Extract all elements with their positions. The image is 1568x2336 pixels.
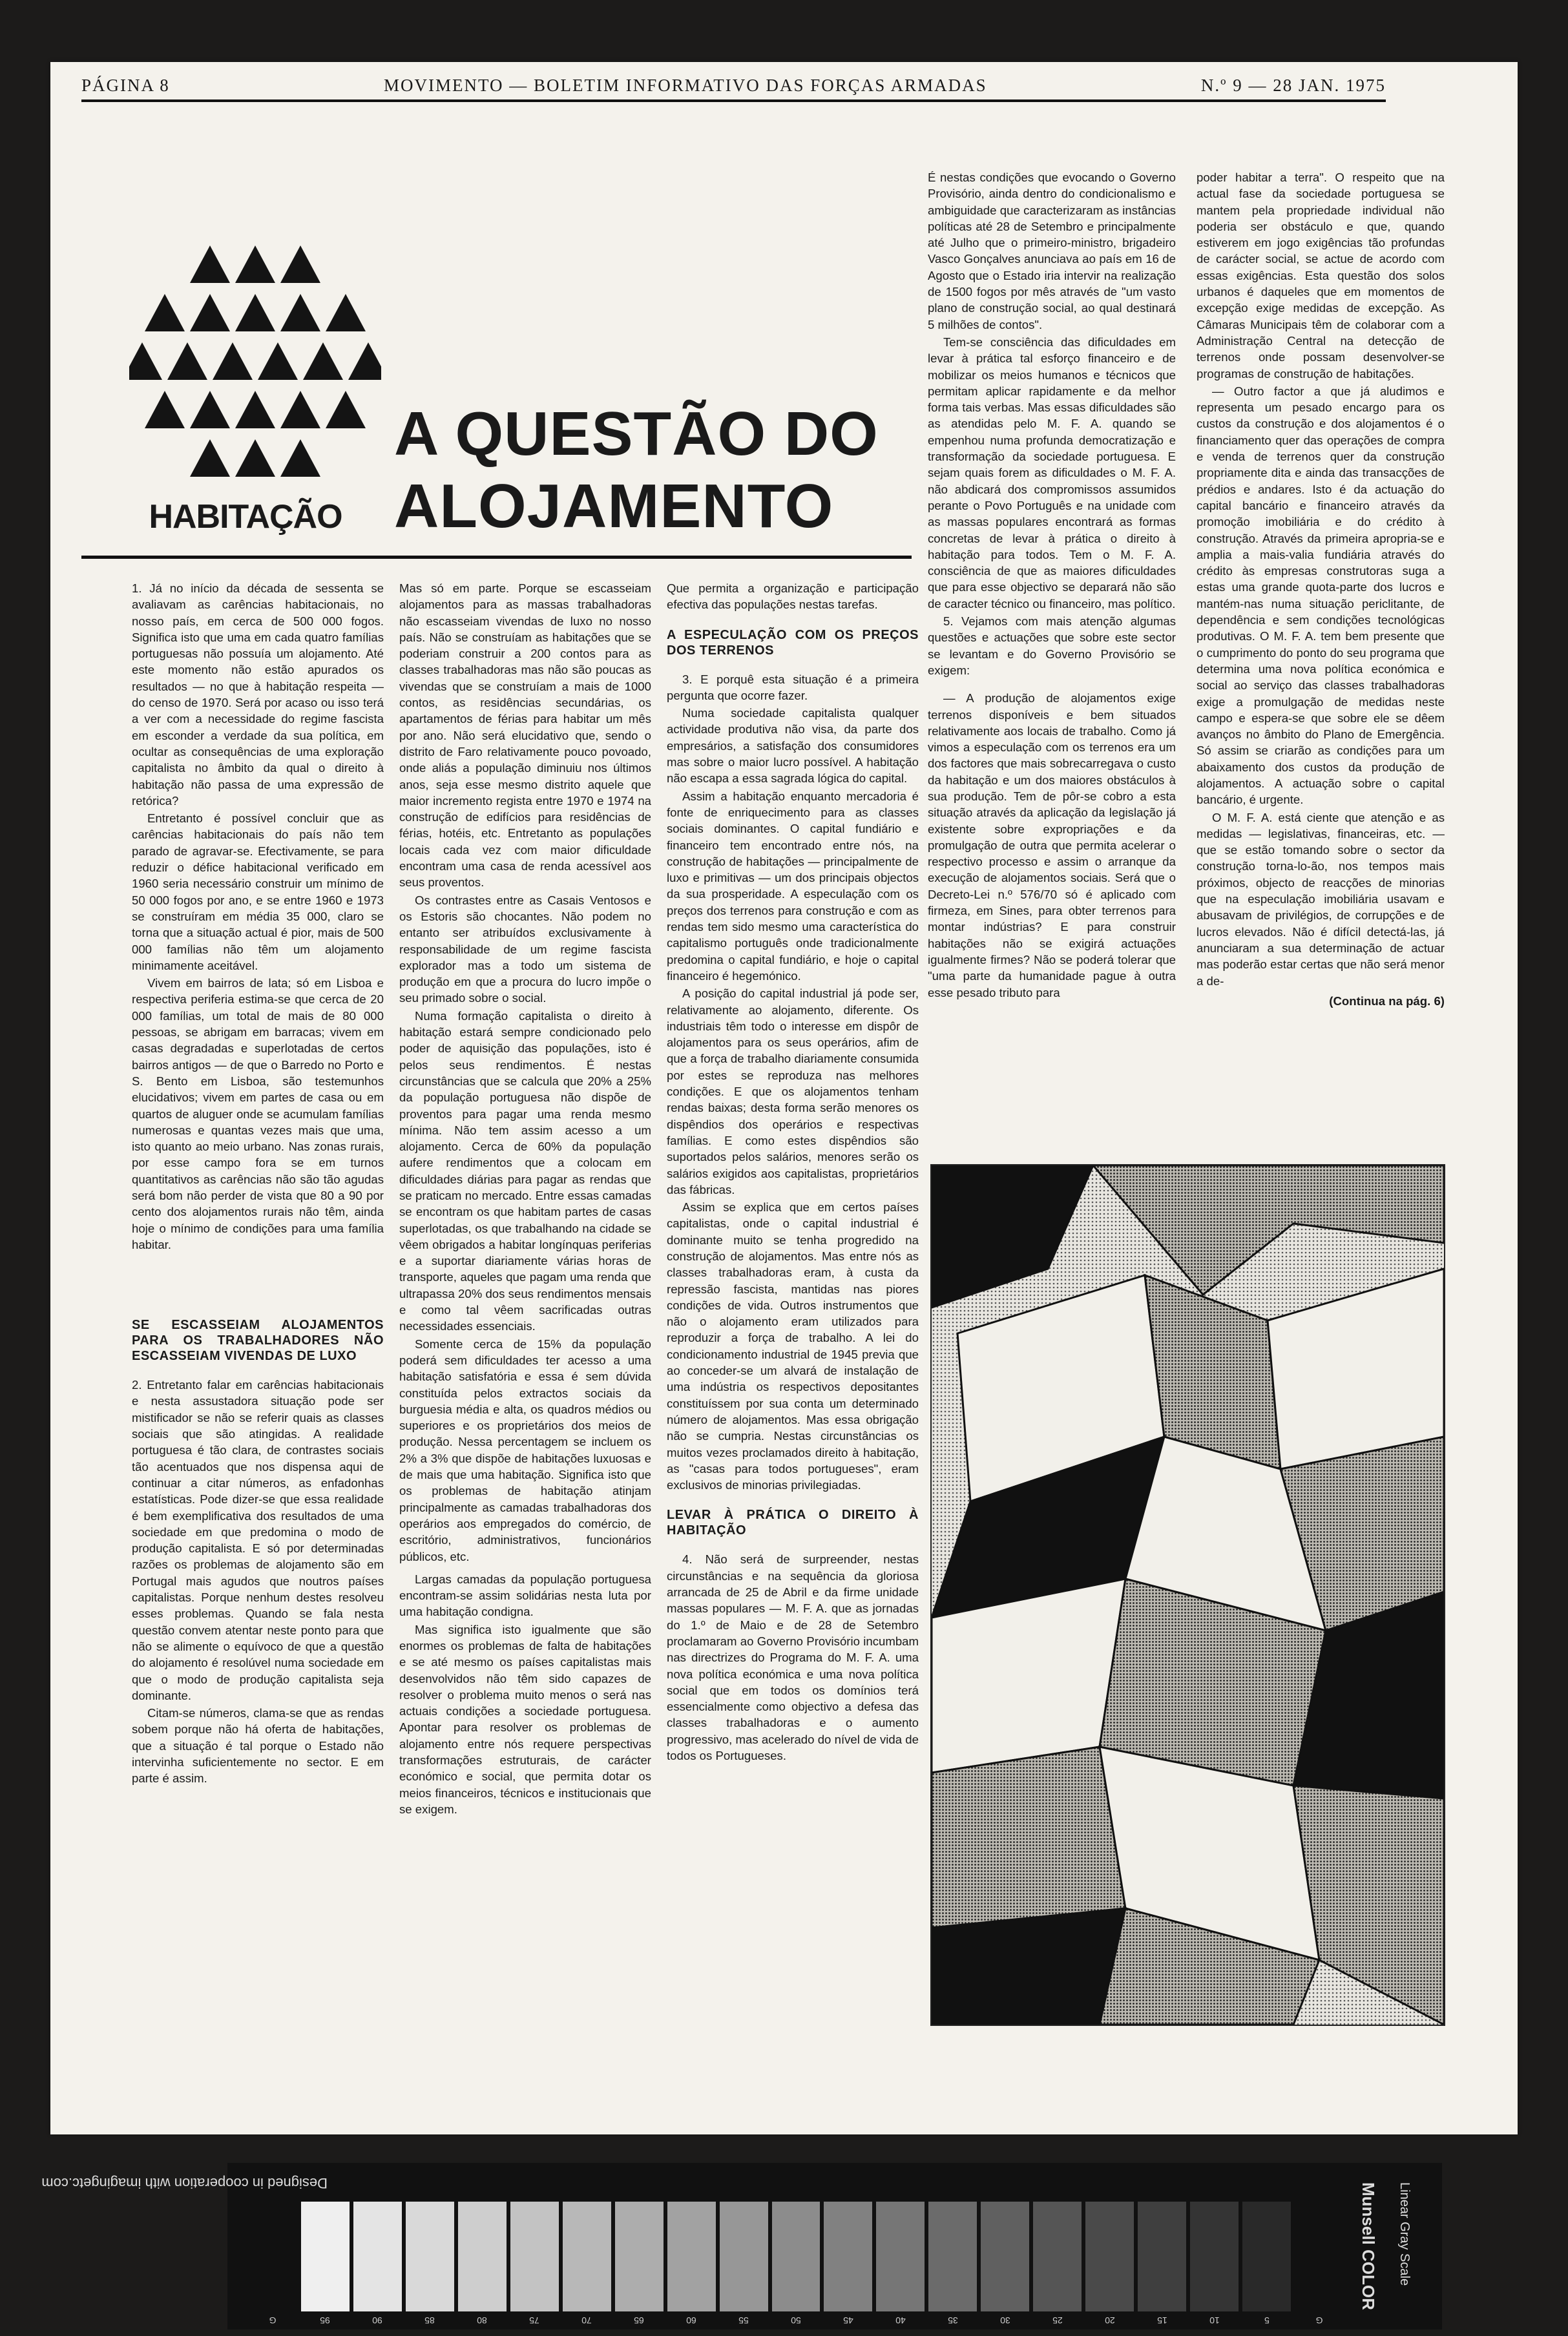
paragraph: 4. Não será de surpreender, nestas circunstâncias e na sequência da gloriosa arrancada de 25 de Abril e da firme unidade massas populares — M. F. A. que as jornadas do 1.º de Maio e de 28 de Setembro proclamaram ao Governo Provisório incumbam nas directrizes do Programa do M. F. A. uma nova política económica e uma nova política social que em todos os domínios terá essencialmente como objectivo a defesa das classes trabalhadoras e o aumento progressivo, mas acelerado do nível de vida de todos os Portugueses. [667,1552,919,1762]
column-4 [928,169,1176,1158]
gray-patch [1190,2202,1239,2326]
gray-patch [981,2202,1029,2326]
gray-patch-label: 20 [1104,2315,1115,2326]
gray-patch [301,2202,350,2326]
gray-scale-patches [247,2202,1345,2326]
gray-patch-label: G [1315,2315,1322,2326]
paragraph: Numa sociedade capitalista qualquer actividade produtiva não visa, da parte dos empresários, a satisfação dos consumidores mas sobre o maior lucro possível. A habitação não escapa a essa sagrada lógica do capital. [667,706,919,786]
gray-patch-label: 45 [843,2315,853,2326]
page-number: PÁGINA 8 [81,76,170,95]
issue-date: N.º 9 — 28 JAN. 1975 [1200,76,1386,95]
headline: A QUESTÃO DO ALOJAMENTO [394,399,879,541]
gray-patch [1033,2202,1082,2326]
gray-patch-label: 50 [791,2315,801,2326]
checker-brand: Munsell COLOR [1359,2182,1378,2310]
gray-patch-label: 85 [424,2315,435,2326]
continuation-note: (Continua na pág. 6) [1329,994,1445,1008]
section-kicker: HABITAÇÃO [149,498,342,536]
paragraph: Que permita a organização e participação efectiva das populações nestas tarefas. [667,581,919,612]
logo-triangle [280,439,320,477]
checker-brand-panel [1352,2176,1429,2318]
subheading: A ESPECULAÇÃO COM OS PREÇOS DOS TERRENOS [667,627,919,658]
gray-patch [406,2202,454,2326]
gray-patch [772,2202,821,2326]
subheading: LEVAR À PRÁTICA O DIREITO À HABITAÇÃO [667,1508,919,1538]
gray-patch-label: 70 [581,2315,592,2326]
logo-triangle [280,245,320,283]
gray-patch [615,2202,664,2326]
gray-patch [1242,2202,1291,2326]
gray-patch [824,2202,872,2326]
logo-triangle [190,294,230,331]
paragraph: 1. Já no início da década de sessenta se avaliavam as carências habitacionais, no nosso país, em cerca de 500 000 fogos. Significa isto que uma em cada quatro famílias portuguesas não possuía um alojamento. Até este momento não estão apurados os resultados — no que à habitação respeita — do censo de 1970. Será por acaso ou isso terá a ver com a necessidade do regime fascista em esconder a verdade da sua política, em ocultar as consequências de uma exploração capitalista no âmbito da qual o direito à habitação não passa de uma expressão de retórica? [132,581,384,808]
checker-credit: Designed in cooperation with imagingetc.com [41,2175,328,2191]
maze-walls-illustration [930,1164,1445,2026]
paragraph: Tem-se consciência das dificuldades em levar à prática tal esforço financeiro e de mobilizar os meios humanos e técnicos que permitam aplicar rapidamente e da melhor forma tais verbas. Mas essas dificuldades são as atendidas pelo M. F. A. quando se empenhou numa profunda democratização e transformação da sociedade portuguesa. E sejam quais forem as dificuldades o M. F. A. não abdicará dos compromissos assumidos perante o Povo Português e na unidade com as massas populares encontrará as formas concretas de levar à prática o direito à habitação para todos. Tem o M. F. A. consciência de que as maiores dificuldades que para esse objectivo se deparará não são de caracter técnico ou financeiro, mas político. [928,335,1176,610]
gray-patch-label: 60 [686,2315,696,2326]
gray-patch [667,2202,716,2326]
logo-triangle [235,294,275,331]
logo-triangle [235,439,275,477]
gray-patch-label: 25 [1052,2315,1063,2326]
paragraph: 3. E porquê esta situação é a primeira pergunta que ocorre fazer. [667,672,919,702]
logo-triangle [129,342,162,380]
logo-triangle [280,294,320,331]
paragraph: poder habitar a terra". O respeito que na actual fase da sociedade portuguesa se mantem pela propriedade individual não poderia ser obstáculo e que, quando estiverem em jogo exigências tão profundas de carácter social, se actue de acordo com essas exigências. Esta questão dos solos urbanos é daqueles que em momentos de excepção exige medidas de excepção. As Câmaras Municipais têm de colaborar com a Administração Central na detecção de terrenos onde possam desenvolver-se programas de construção de habitações. [1197,171,1445,381]
paragraph: O M. F. A. está ciente que atenção e as medidas — legislativas, financeiras, etc. — que se estão tomando sobre o sector da construção torna-lo-ão, nos tempos mais próximos, objecto de reacções de minorias que na especulação imobiliária usavam e abusavam de privilégios, de corrupções e de lucros elevados. Não é difícil detectá-las, já anunciaram a sua determinação de actuar mas poderão estar certas que não será menor a de- [1197,810,1445,988]
logo-triangle [303,342,343,380]
publication-title: MOVIMENTO — BOLETIM INFORMATIVO DAS FORÇAS ARMADAS [384,76,987,95]
paragraph: 5. Vejamos com mais atenção algumas questões e actuações que sobre este sector se levantam e do Governo Provisório se exigem: [928,614,1176,677]
gray-patch [720,2202,768,2326]
logo-triangle [190,439,230,477]
paragraph: Somente cerca de 15% da população poderá sem dificuldades ter acesso a uma habitação satisfatória e essa é sem dúvida constituída pelos extractos sociais da burguesia média e alta, os quadros médios ou superiores e os proprietários dos meios de produção. Nessa percentagem se incluem os 2% a 3% que dispõe de habitações luxuosas e de mais que uma habitação. Significa isto que os problemas de habitação atinjam principalmente as camadas trabalhadoras dos operários aos empregados do comércio, de escritório, administrativos, funcionários públicos, etc. [399,1337,651,1563]
paragraph: É nestas condições que evocando o Governo Provisório, ainda dentro do condicionalismo e ambiguidade que caracterizaram as instâncias políticas até 28 de Setembro e principalmente até Julho que o primeiro-ministro, brigadeiro Vasco Gonçalves anunciava ao país em 16 de Agosto que o Estado iria intervir na realização de 1500 fogos por mês através de "um vasto plano de construção social, ao qual destinará 5 milhões de contos". [928,171,1176,331]
headline-rule [81,556,912,559]
column-1 [132,580,384,2027]
column-5 [1197,169,1445,1158]
gray-patch-label: 35 [948,2315,958,2326]
paragraph: Citam-se números, clama-se que as rendas sobem porque não há oferta de habitações, que a situação é tal porque o Estado não intervinha suficientemente no sector. E em parte é assim. [132,1706,384,1786]
gray-patch [1085,2202,1134,2326]
gray-patch-label: 75 [529,2315,540,2326]
gray-patch-label: 65 [634,2315,644,2326]
gray-patch [458,2202,507,2326]
gray-patch [876,2202,925,2326]
paragraph: 2. Entretanto falar em carências habitacionais e nesta assustadora situação pode ser mistificador se não se referir quais as classes sociais que são atingidas. A realidade portuguesa é tão clara, de contrastes sociais tão acentuados que nos dispensa aqui de continuar a citar números, as enfadonhas estatísticas. Pode dizer-se que essa realidade é bem exemplificativa dos resultados de uma sociedade em que predomina o modo de produção capitalista. E só por determinadas razões os problemas de alojamento são em Portugal mais agudos que noutros países capitalistas. Porque nenhum destes resolveu esses problemas. Quando se fala nesta questão convem atentar neste ponto para que não se alimente o equívoco de que a questão do alojamento é resolúvel numa sociedade em que o modo de produção capitalista seja dominante. [132,1378,384,1702]
gray-patch-label: G [269,2315,277,2326]
logo-triangle [235,391,275,428]
page-header [81,63,1386,102]
gray-patch-label: 30 [1000,2315,1010,2326]
column-2 [399,580,651,2027]
paragraph: — A produção de alojamentos exige terrenos disponíveis e bem situados relativamente aos locais de trabalho. Como já vimos a especulação com os terrenos era um dos factores que mais sobrecarregava o custo da habitação e um dos maiores obstáculos à sua produção. Tem de pôr-se cobro a esta situação através da aplicação da legislação já existente sobre expropriações e da promulgação de outra que permita acelerar o respectivo processo e assim o arranque da execução de alojamentos sociais. Será que o Decreto-Lei n.º 576/70 só é aplicado com firmeza, em Sines, para obter terrenos para montar indústrias? E para construir habitações não se exigirá actuações igualmente firmes? Não se poderá tolerar que "uma parte da humanidade pague à outra esse pesado tributo para [928,691,1176,999]
paragraph: Os contrastes entre as Casais Ventosos e os Estoris são chocantes. Não podem no entanto ser atribuídos exclusivamente à responsabilidade de um regime fascista explorador mas a todo um sistema de produção em que a procura do lucro impõe o seu primado sobre o social. [399,893,651,1005]
gray-patch-label: 10 [1209,2315,1220,2326]
gray-patch-label: 95 [320,2315,331,2326]
logo-triangle [190,391,230,428]
triangle-cluster-logo [129,233,381,497]
paragraph: Assim a habitação enquanto mercadoria é fonte de enriquecimento para as classes sociais dominantes. O capital fundiário e financeiro tem encontrado entre nós, na construção de habitações — principalmente de luxo e primitivas — um dos principais objectos da sua prosperidade. A especulação com os preços dos terrenos para construção e com as rendas tem sido mesmo uma característica do capitalismo português onde tradicionalmente predomina o capital fundiário, e hoje o capital financeiro é hegemónico. [667,789,919,983]
gray-patch-label: 55 [738,2315,749,2326]
checker-scale-label: Linear Gray Scale [1397,2182,1412,2286]
logo-triangle [145,391,185,428]
paragraph: Mas só em parte. Porque se escasseiam alojamentos para as massas trabalhadoras não escasseiam vivendas de luxo no nosso país. Não se construíam as habitações que se poderiam construir a 200 contos para as classes trabalhadoras mas não são poucas as vivendas que se construíam a mais de 1000 contos, as residências secundárias, os apartamentos de férias para habitar um mês por ano. Não será elucidativo que, sendo o distrito de Faro relativamente pouco povoado, onde aliás a população diminuiu nos últimos anos, seja esse mesmo distrito aquele que maior incremento regista entre 1970 e 1974 na construção de edifícios para residências de férias, hotéis, etc. Entretanto as populações locais cada vez com maior dificuldade encontram uma casa de renda acessível aos seus proventos. [399,581,651,890]
gray-patch-label: 90 [372,2315,383,2326]
paragraph: Largas camadas da população portuguesa encontram-se assim solidárias nesta luta por uma habitação condigna. [399,1572,651,1619]
logo-triangle [167,342,207,380]
logo-triangle [213,342,253,380]
logo-triangle [348,342,381,380]
column-3 [667,580,919,2027]
gray-patch [928,2202,977,2326]
logo-triangle [326,294,366,331]
logo-triangle [258,342,298,380]
subheading: SE ESCASSEIAM ALOJAMENTOS PARA OS TRABALHADORES NÃO ESCASSEIAM VIVENDAS DE LUXO [132,1318,384,1364]
gray-patch-label: 5 [1264,2315,1270,2326]
paragraph: A posição do capital industrial já pode ser, relativamente ao alojamento, diferente. Os industriais têm todo o interesse em dispôr de alojamentos para os seus operários, afim de que a força de trabalho diariamente consumida por estes se reproduza nas melhores condições. E que os alojamentos tenham rendas baixas; desta forma serão menores os dispêndios dos operários e respectivas famílias. E como estes dispêndios são suportados pelos salários, menores serão os salários exigidos aos capitalistas, proprietários das fábricas. [667,986,919,1196]
logo-triangle [145,294,185,331]
paragraph: — Outro factor a que já aludimos e representa um pesado encargo para os custos da construção e dos alojamentos é o financiamento quer das operações de compra e venda de terrenos quer da construção propriamente dita e ainda das transacções de prédios e andares. Isto é da actuação do capital bancário e financeiro através da promoção imobiliária e do crédito à construção. Através da primeira apropria-se e amplia a mais-valia fundiária através do crédito às empresas construtoras suga a estas uma grande quota-parte dos lucros e mantém-nas numa situação periclitante, de dependência e sem condições tecnológicas produtivas. O M. F. A. tem bem presente que o cumprimento do ponto do seu programa que determina uma nova política económica e social ao serviço das classes trabalhadoras exige a promulgação de medidas neste campo e espera-se que sobre ele se dêem avanços no âmbito do Plano de Emergência. Só assim se criarão as condições para um abaixamento dos custos da produção de alojamentos. A actuação sobre o capital bancário, é urgente. [1197,384,1445,807]
paragraph: Vivem em bairros de lata; só em Lisboa e respectiva periferia estima-se que cerca de 20 000 famílias, um total de mais de 80 000 pessoas, se abrigam em barracas; vivem em casas degradadas e superlotadas de certos bairros antigos — de que o Barredo no Porto e S. Bento em Lisboa, são testemunhos elucidativos; vivem em partes de casa ou em quartos de aluguer onde se acumulam famílias numerosas e quantas vezes mais que uma, isto quanto ao meio urbano. Nas zonas rurais, por esse campo fora se em turnos quantitativos as carências não são tão agudas será bom não perder de vista que 80 a 90 por cento dos alojamentos rurais não têm, ainda hoje o mínimo de condições para uma família habitar. [132,976,384,1251]
logo-triangle [280,391,320,428]
logo-triangle [326,391,366,428]
paragraph: Assim se explica que em certos países capitalistas, onde o capital industrial é dominante muito se tenha progredido na construção de alojamentos. Mas entre nós as classes trabalhadoras eram, à custa da repressão fascista, mantidas nas piores condições de vida. Outros instrumentos que não o alojamento eram utilizados para reproduzir a força de trabalho. A lei do condicionamento industrial de 1945 previa que ao conceder-se um alvará de instalação de uma indústria os respectivos depositantes constituíssem por sua conta um determinado número de alojamentos. Mas essa obrigação não se cumpria. Nestas circunstâncias os muitos vezes proclamados direito à habitação, as "casas para todos portugueses", eram exclusivos de minorias privilegiadas. [667,1200,919,1492]
paragraph: Numa formação capitalista o direito à habitação estará sempre condicionado pelo poder de aquisição das populações, isto é pelos seus rendimentos. É nestas circunstâncias que se calcula que 20% a 25% da população portuguesa não dispõe de proventos para pagar uma renda mesmo mínima. Não tem assim acesso a um alojamento. Cerca de 60% da população aufere rendimentos que a colocam em dificuldades diárias para pagar as rendas que se praticam no mercado. Entre essas camadas se encontram os que habitam partes de casas superlotadas, os que trabalhando na cidade se vêem obrigados a habitar longínquas periferias e a suportar diariamente várias horas de transporte, aqueles que pagam uma renda que ultrapassa 20% dos seus rendimentos mensais e como tal vêem sacrificadas outras necessidades essenciais. [399,1008,651,1333]
gray-patch [1138,2202,1186,2326]
logo-triangle [190,245,230,283]
gray-patch-label: 80 [477,2315,488,2326]
gray-patch [353,2202,402,2326]
gray-patch [249,2202,297,2326]
gray-patch [1295,2202,1343,2326]
paragraph: Entretanto é possível concluir que as carências habitacionais do país não tem parado de agravar-se. Efectivamente, se para reduzir o défice habitacional verificado em 1960 seria necessário construir um mínimo de 50 000 fogos por ano, e se entre 1960 e 1973 se construíram em média 35 000, claro se torna que a situação actual é pior, mais de 500 000 famílias não têm um alojamento minimamente aceitável. [132,811,384,972]
gray-patch [510,2202,559,2326]
logo-triangle [235,245,275,283]
gray-patch-label: 15 [1156,2315,1167,2326]
paragraph: Mas significa isto igualmente que são enormes os problemas de falta de habitações e se até mesmo os países capitalistas mais desenvolvidos não têm sido capazes de resolver o problema muito menos o será nas actuais condições a sociedade portuguesa. Apontar para resolver os problemas de alojamento entre nós requere perspectivas transformações estruturais, de carácter económico e social, que permita dotar os meios financeiros, técnicos e institucionais que se exigem. [399,1622,651,1816]
gray-patch-label: 40 [895,2315,906,2326]
color-checker-card [41,2163,1442,2330]
gray-patch [563,2202,611,2326]
